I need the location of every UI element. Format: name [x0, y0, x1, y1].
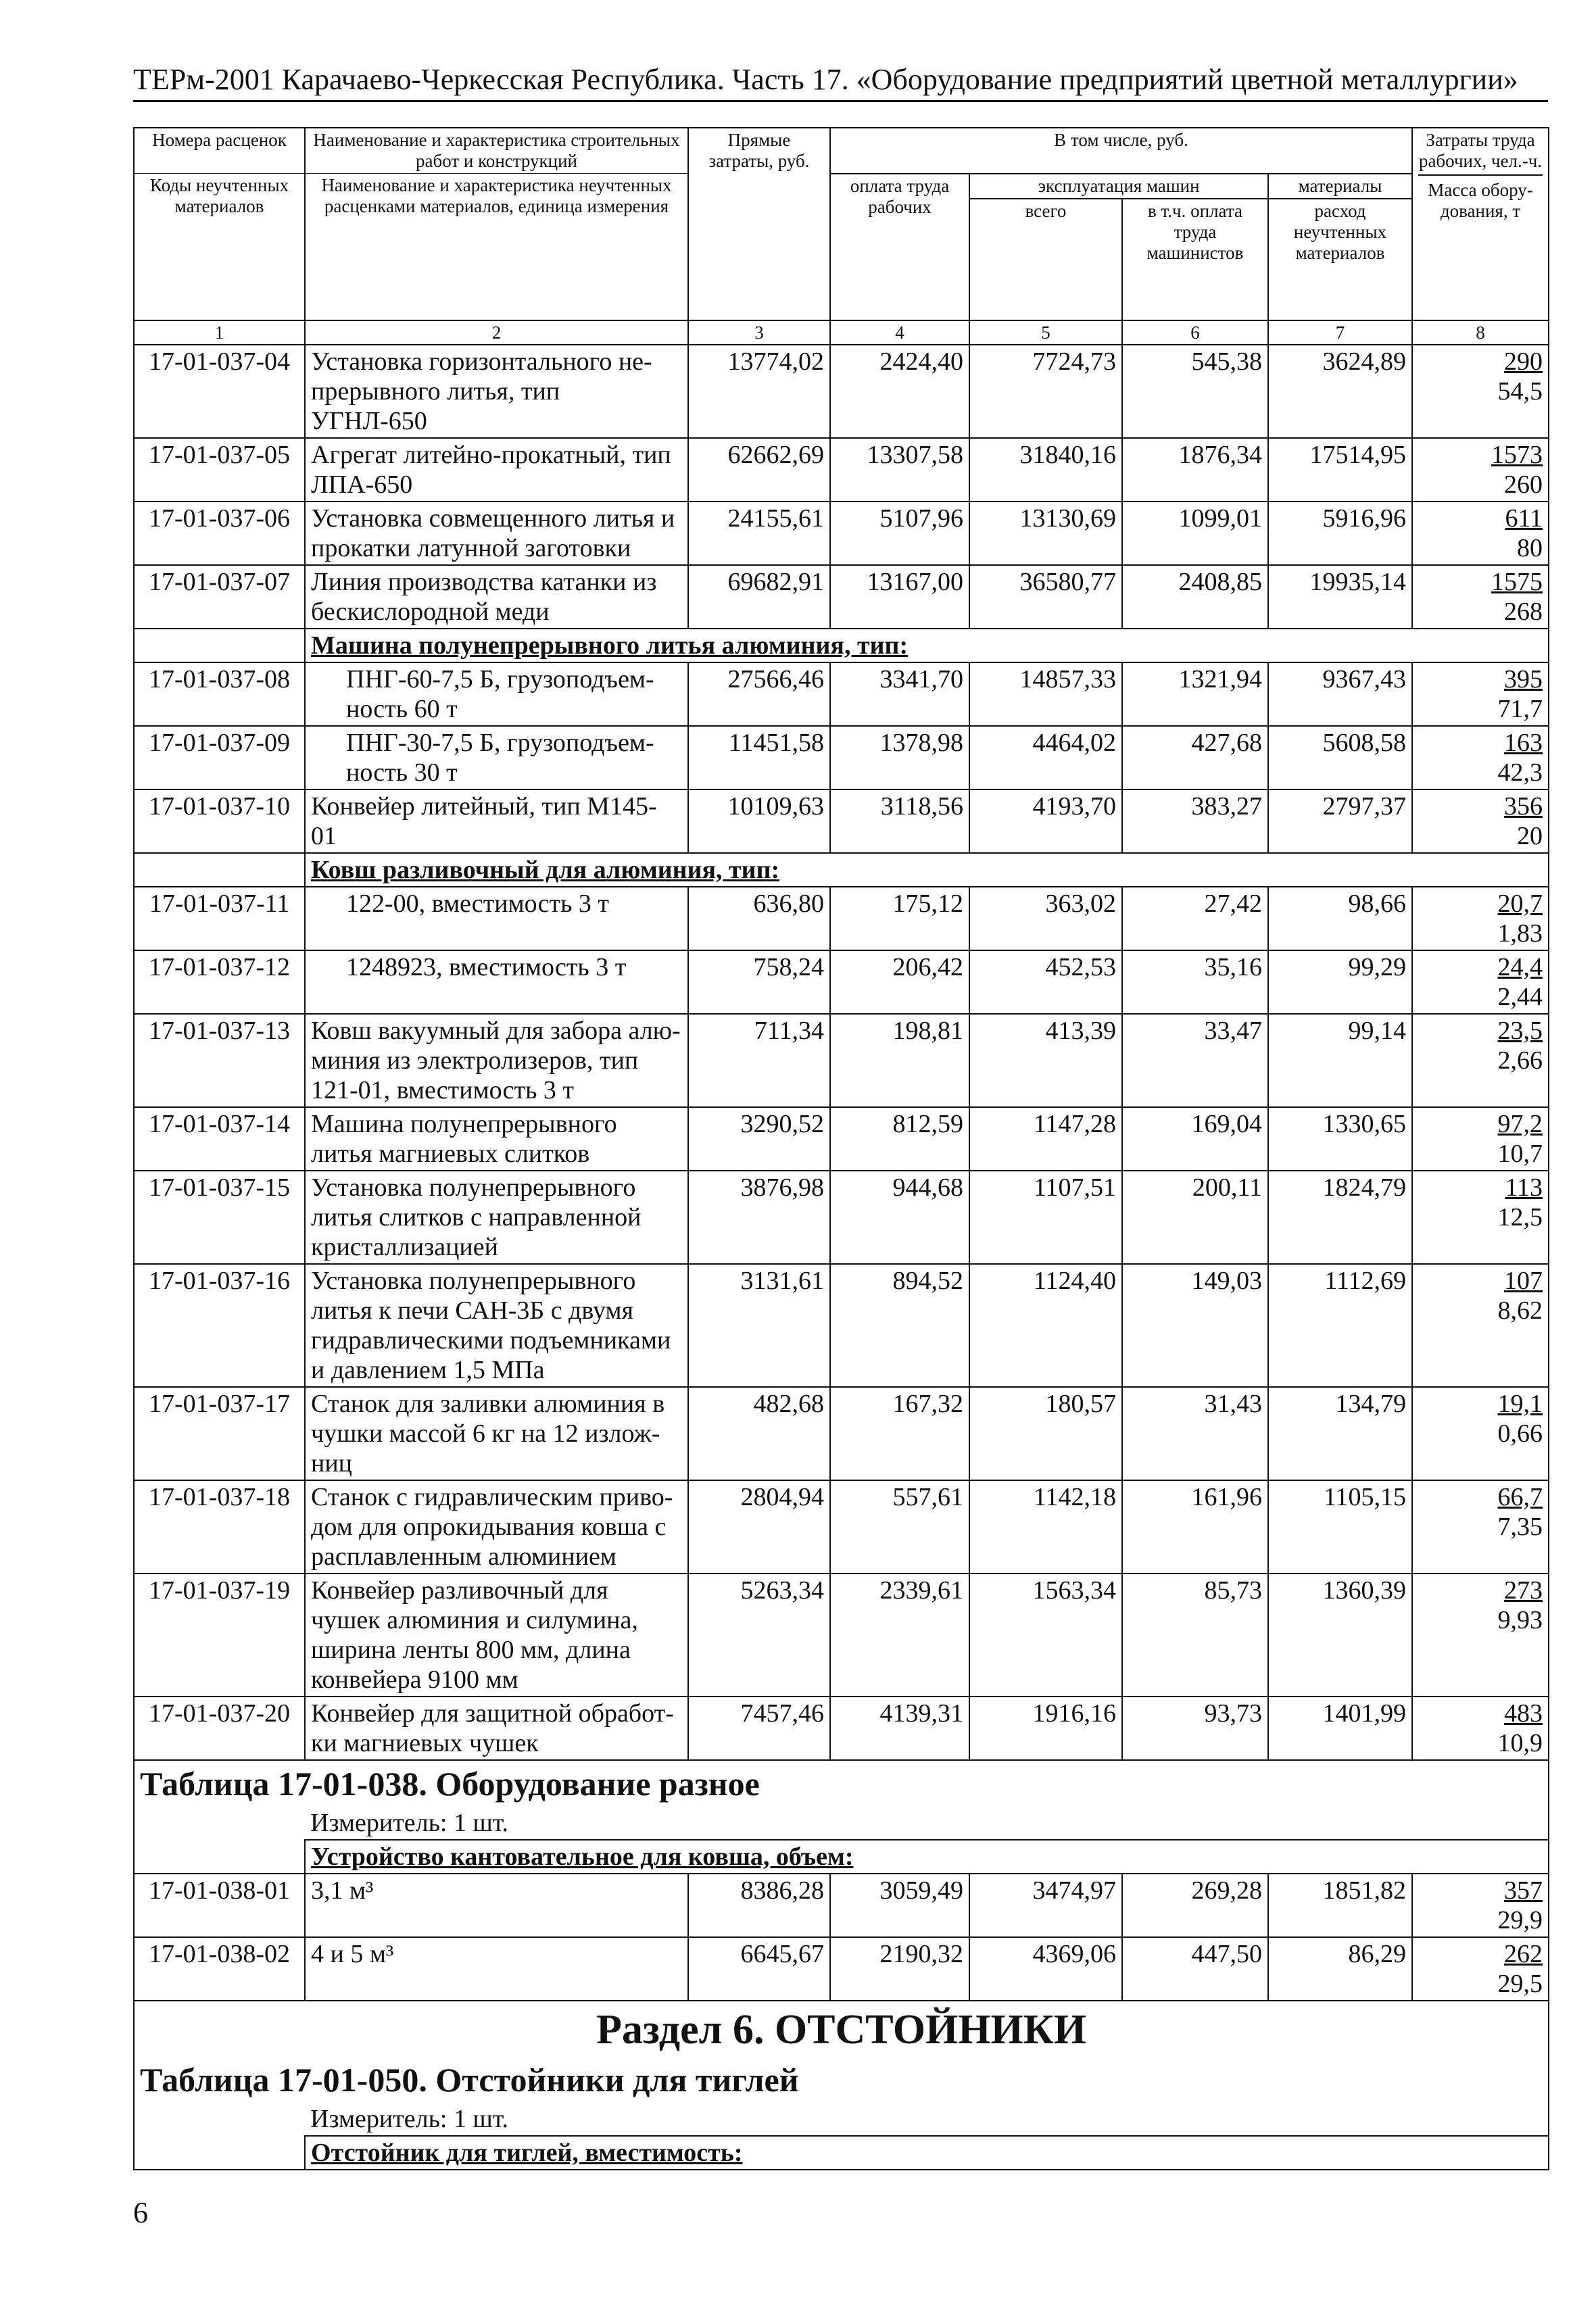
direct-costs: 3876,98 [688, 1171, 830, 1264]
rate-name: Установка горизонтального не-прерывного литья, тип УГНЛ-650 [305, 345, 688, 438]
equipment-mass: 268 [1504, 597, 1543, 626]
table038-title: Таблица 17-01-038. Оборудование разное [134, 1760, 1549, 1807]
table-row [134, 726, 1549, 789]
rate-code: 17-01-037-16 [134, 1264, 305, 1387]
direct-costs: 7457,46 [688, 1697, 830, 1760]
group-cell [305, 853, 1549, 887]
machinists-pay: 383,27 [1122, 789, 1268, 853]
labor-pay: 2424,40 [830, 345, 969, 438]
labor-and-mass [1412, 1171, 1549, 1264]
labor-pay: 3118,56 [830, 789, 969, 853]
machinists-pay: 1321,94 [1122, 662, 1268, 726]
table-row [134, 950, 1549, 1014]
labor-pay: 4139,31 [830, 1697, 969, 1760]
machinists-pay: 2408,85 [1122, 565, 1268, 629]
labor-and-mass [1412, 726, 1549, 789]
machinists-pay: 85,73 [1122, 1574, 1268, 1697]
labor-and-mass [1412, 1480, 1549, 1574]
labor-hours: 1573 [1491, 440, 1543, 469]
table050-group [305, 2136, 1549, 2170]
labor-and-mass [1412, 1014, 1549, 1107]
table-row [134, 662, 1549, 726]
machinists-pay: 27,42 [1122, 887, 1268, 950]
direct-costs: 711,34 [688, 1014, 830, 1107]
labor-and-mass [1412, 887, 1549, 950]
rate-name: Машина полунепрерывного литья магниевых слитков [305, 1107, 688, 1171]
machines-total: 1147,28 [969, 1107, 1122, 1171]
column-number: 2 [305, 320, 688, 345]
labor-hours: 356 [1504, 791, 1543, 821]
rate-code: 17-01-037-14 [134, 1107, 305, 1171]
labor-pay: 1378,98 [830, 726, 969, 789]
machines-total: 36580,77 [969, 565, 1122, 629]
labor-hours: 97,2 [1497, 1109, 1543, 1138]
column-number: 7 [1268, 320, 1412, 345]
labor-hours: 290 [1504, 347, 1543, 376]
rate-code: 17-01-037-07 [134, 565, 305, 629]
machinists-pay: 169,04 [1122, 1107, 1268, 1171]
materials-cost: 1851,82 [1268, 1874, 1412, 1937]
table-row [134, 1107, 1549, 1171]
machinists-pay: 545,38 [1122, 345, 1268, 438]
machinists-pay: 200,11 [1122, 1171, 1268, 1264]
direct-costs: 6645,67 [688, 1937, 830, 2001]
section-title-row [134, 2001, 1549, 2058]
table-tail [134, 1760, 1549, 1874]
header-labor-top: Затраты труда рабочих, чел.-ч. [1418, 130, 1543, 176]
rate-name: Линия производства катанки из бескислородной меди [305, 565, 688, 629]
equipment-mass: 9,93 [1497, 1605, 1543, 1634]
header-machinists-pay: в т.ч. оплата труда машинистов [1122, 199, 1268, 320]
machinists-pay: 149,03 [1122, 1264, 1268, 1387]
direct-costs: 10109,63 [688, 789, 830, 853]
header-name-top: Наименование и характеристика строительных работ и конструкций [305, 128, 688, 174]
machinists-pay: 427,68 [1122, 726, 1268, 789]
column-number: 1 [134, 320, 305, 345]
rate-name: Агрегат литейно-прокатный, тип ЛПА-650 [305, 438, 688, 502]
labor-pay: 812,59 [830, 1107, 969, 1171]
rate-code: 17-01-037-19 [134, 1574, 305, 1697]
labor-hours: 357 [1504, 1876, 1543, 1905]
labor-hours: 19,1 [1497, 1389, 1543, 1418]
table-row [134, 345, 1549, 438]
labor-hours: 611 [1505, 504, 1543, 533]
materials-cost: 5916,96 [1268, 502, 1412, 565]
labor-and-mass [1412, 1874, 1549, 1937]
rate-name: ПНГ-30-7,5 Б, грузоподъем-ность 30 т [305, 726, 688, 789]
labor-and-mass [1412, 565, 1549, 629]
table038-body [134, 1874, 1549, 2001]
materials-cost: 2797,37 [1268, 789, 1412, 853]
labor-and-mass [1412, 1264, 1549, 1387]
labor-hours: 1575 [1491, 567, 1543, 596]
labor-hours: 23,5 [1497, 1016, 1543, 1045]
page-number: 6 [133, 2196, 148, 2229]
machinists-pay: 161,96 [1122, 1480, 1268, 1574]
direct-costs: 13774,02 [688, 345, 830, 438]
column-number: 8 [1412, 320, 1549, 345]
labor-and-mass [1412, 950, 1549, 1014]
labor-and-mass [1412, 502, 1549, 565]
machines-total: 452,53 [969, 950, 1122, 1014]
group-label: Ковш разливочный для алюминия, тип: [311, 855, 780, 884]
equipment-mass: 8,62 [1497, 1296, 1543, 1325]
header-machines: эксплуатация машин [969, 174, 1268, 199]
machines-total: 4369,06 [969, 1937, 1122, 2001]
table038-title-row [134, 1760, 1549, 1807]
materials-cost: 134,79 [1268, 1387, 1412, 1480]
rate-name: Конвейер для защитной обработ-ки магниевых чушек [305, 1697, 688, 1760]
direct-costs: 5263,34 [688, 1574, 830, 1697]
rate-code: 17-01-037-13 [134, 1014, 305, 1107]
rate-name: 1248923, вместимость 3 т [305, 950, 688, 1014]
materials-cost: 1401,99 [1268, 1697, 1412, 1760]
price-table [133, 127, 1549, 2170]
table038-meter-row [134, 1807, 1549, 1840]
rate-code: 17-01-038-02 [134, 1937, 305, 2001]
labor-pay: 5107,96 [830, 502, 969, 565]
labor-pay: 2190,32 [830, 1937, 969, 2001]
equipment-mass: 2,66 [1497, 1046, 1543, 1075]
direct-costs: 8386,28 [688, 1874, 830, 1937]
machinists-pay: 1099,01 [1122, 502, 1268, 565]
rate-code: 17-01-037-12 [134, 950, 305, 1014]
group-row [134, 629, 1549, 662]
labor-pay: 2339,61 [830, 1574, 969, 1697]
materials-cost: 99,14 [1268, 1014, 1412, 1107]
labor-pay: 944,68 [830, 1171, 969, 1264]
machinists-pay: 93,73 [1122, 1697, 1268, 1760]
labor-and-mass [1412, 438, 1549, 502]
labor-hours: 107 [1504, 1266, 1543, 1295]
rate-name: Установка совмещенного литья и прокатки латунной заготовки [305, 502, 688, 565]
rate-code: 17-01-037-20 [134, 1697, 305, 1760]
labor-and-mass [1412, 789, 1549, 853]
table038-group-row [134, 1840, 1549, 1874]
rate-code: 17-01-038-01 [134, 1874, 305, 1937]
equipment-mass: 7,35 [1497, 1512, 1543, 1541]
labor-pay: 557,61 [830, 1480, 969, 1574]
machinists-pay: 35,16 [1122, 950, 1268, 1014]
rate-name: 3,1 м³ [305, 1874, 688, 1937]
labor-pay: 175,12 [830, 887, 969, 950]
labor-and-mass [1412, 345, 1549, 438]
rate-name: Установка полунепрерывного литья к печи САН-3Б с двумя гидравлическими подъемниками и давлением 1,5 МПа [305, 1264, 688, 1387]
table050-title: Таблица 17-01-050. Отстойники для тиглей [134, 2058, 1549, 2103]
machines-total: 1124,40 [969, 1264, 1122, 1387]
table-row [134, 1014, 1549, 1107]
equipment-mass: 12,5 [1497, 1202, 1543, 1232]
direct-costs: 62662,69 [688, 438, 830, 502]
header-labor-pay: оплата труда рабочих [830, 174, 969, 320]
equipment-mass: 29,9 [1497, 1905, 1543, 1934]
table038-group [305, 1840, 1549, 1874]
machinists-pay: 1876,34 [1122, 438, 1268, 502]
machines-total: 1563,34 [969, 1574, 1122, 1697]
labor-and-mass [1412, 1387, 1549, 1480]
labor-hours: 66,7 [1497, 1482, 1543, 1511]
column-number: 6 [1122, 320, 1268, 345]
labor-and-mass [1412, 1697, 1549, 1760]
machines-total: 180,57 [969, 1387, 1122, 1480]
table050-title-row [134, 2058, 1549, 2103]
equipment-mass: 29,5 [1497, 1969, 1543, 1998]
machinists-pay: 31,43 [1122, 1387, 1268, 1480]
group-label: Устройство кантовательное для ковша, объем: [311, 1842, 854, 1871]
materials-cost: 99,29 [1268, 950, 1412, 1014]
machines-total: 363,02 [969, 887, 1122, 950]
page-header: ТЕРм-2001 Карачаево-Черкесская Республика. Часть 17. «Оборудование предприятий цветной металлургии» [133, 62, 1548, 102]
equipment-mass: 2,44 [1497, 982, 1543, 1011]
table-row [134, 1574, 1549, 1697]
labor-hours: 24,4 [1497, 952, 1543, 981]
machines-total: 7724,73 [969, 345, 1122, 438]
group-row [134, 853, 1549, 887]
materials-cost: 86,29 [1268, 1937, 1412, 2001]
materials-cost: 19935,14 [1268, 565, 1412, 629]
machines-total: 31840,16 [969, 438, 1122, 502]
table-body [134, 320, 1549, 1760]
equipment-mass: 0,66 [1497, 1419, 1543, 1448]
equipment-mass: 10,9 [1497, 1728, 1543, 1757]
header-direct-costs: Прямые затраты, руб. [688, 128, 830, 320]
table-row [134, 1480, 1549, 1574]
labor-hours: 395 [1504, 664, 1543, 693]
table-row [134, 1264, 1549, 1387]
labor-and-mass [1412, 662, 1549, 726]
rate-code: 17-01-037-10 [134, 789, 305, 853]
materials-cost: 98,66 [1268, 887, 1412, 950]
labor-and-mass [1412, 1937, 1549, 2001]
rate-code: 17-01-037-08 [134, 662, 305, 726]
machinists-pay: 269,28 [1122, 1874, 1268, 1937]
header-materials-sub: расход неучтенных материалов [1268, 199, 1412, 320]
materials-cost: 9367,43 [1268, 662, 1412, 726]
header-labor [1412, 128, 1549, 320]
header-including: В том числе, руб. [830, 128, 1412, 174]
header-labor-bottom: Масса обору-дования, т [1428, 180, 1533, 221]
table-row [134, 1937, 1549, 2001]
materials-cost: 1824,79 [1268, 1171, 1412, 1264]
equipment-mass: 54,5 [1497, 376, 1543, 406]
table038-meter: Измеритель: 1 шт. [305, 1807, 1549, 1840]
header-name-bottom: Наименование и характеристика неучтенных расценками материалов, единица измерения [305, 174, 688, 320]
machines-total: 1916,16 [969, 1697, 1122, 1760]
rate-code: 17-01-037-04 [134, 345, 305, 438]
machinists-pay: 447,50 [1122, 1937, 1268, 2001]
machines-total: 1142,18 [969, 1480, 1122, 1574]
rate-code: 17-01-037-18 [134, 1480, 305, 1574]
labor-hours: 483 [1504, 1699, 1543, 1728]
table050-meter-row [134, 2103, 1549, 2136]
direct-costs: 3131,61 [688, 1264, 830, 1387]
labor-pay: 167,32 [830, 1387, 969, 1480]
column-number: 3 [688, 320, 830, 345]
rate-name: Конвейер литейный, тип М145-01 [305, 789, 688, 853]
labor-pay: 13167,00 [830, 565, 969, 629]
materials-cost: 1360,39 [1268, 1574, 1412, 1697]
rate-name: Станок с гидравлическим приво-дом для опрокидывания ковша с расплавленным алюминием [305, 1480, 688, 1574]
labor-pay: 894,52 [830, 1264, 969, 1387]
rate-code: 17-01-037-09 [134, 726, 305, 789]
direct-costs: 482,68 [688, 1387, 830, 1480]
direct-costs: 2804,94 [688, 1480, 830, 1574]
table-row [134, 789, 1549, 853]
labor-pay: 198,81 [830, 1014, 969, 1107]
rate-code: 17-01-037-15 [134, 1171, 305, 1264]
rate-name: Конвейер разливочный для чушек алюминия и силумина, ширина ленты 800 мм, длина конвейера 9100 мм [305, 1574, 688, 1697]
materials-cost: 1330,65 [1268, 1107, 1412, 1171]
column-numbers-row [134, 320, 1549, 345]
labor-hours: 20,7 [1497, 889, 1543, 918]
rate-name: Ковш вакуумный для забора алю-миния из электролизеров, тип 121-01, вместимость 3 т [305, 1014, 688, 1107]
rate-code: 17-01-037-05 [134, 438, 305, 502]
machinists-pay: 33,47 [1122, 1014, 1268, 1107]
group-cell [305, 629, 1549, 662]
rate-name: 122-00, вместимость 3 т [305, 887, 688, 950]
table-row [134, 1697, 1549, 1760]
rate-code: 17-01-037-17 [134, 1387, 305, 1480]
materials-cost: 17514,95 [1268, 438, 1412, 502]
equipment-mass: 42,3 [1497, 758, 1543, 787]
equipment-mass: 20 [1517, 821, 1543, 850]
rate-name: 4 и 5 м³ [305, 1937, 688, 2001]
direct-costs: 69682,91 [688, 565, 830, 629]
materials-cost: 1112,69 [1268, 1264, 1412, 1387]
equipment-mass: 260 [1504, 470, 1543, 499]
group-label: Машина полунепрерывного литья алюминия, тип: [311, 631, 909, 660]
rate-name: Установка полунепрерывного литья слитков с направленной кристаллизацией [305, 1171, 688, 1264]
materials-cost: 5608,58 [1268, 726, 1412, 789]
equipment-mass: 10,7 [1497, 1139, 1543, 1168]
equipment-mass: 71,7 [1497, 694, 1543, 723]
labor-pay: 3059,49 [830, 1874, 969, 1937]
group-code-cell [134, 853, 305, 887]
section-tail [134, 2001, 1549, 2170]
header-codes-top: Номера расценок [134, 128, 305, 174]
materials-cost: 1105,15 [1268, 1480, 1412, 1574]
table-row [134, 887, 1549, 950]
section-title: Раздел 6. ОТСТОЙНИКИ [134, 2001, 1549, 2058]
labor-pay: 206,42 [830, 950, 969, 1014]
labor-and-mass [1412, 1574, 1549, 1697]
equipment-mass: 80 [1517, 533, 1543, 562]
table-row [134, 1874, 1549, 1937]
machines-total: 14857,33 [969, 662, 1122, 726]
table050-meter: Измеритель: 1 шт. [305, 2103, 1549, 2136]
direct-costs: 636,80 [688, 887, 830, 950]
machines-total: 4193,70 [969, 789, 1122, 853]
machines-total: 13130,69 [969, 502, 1122, 565]
rate-name: ПНГ-60-7,5 Б, грузоподъем-ность 60 т [305, 662, 688, 726]
labor-pay: 3341,70 [830, 662, 969, 726]
materials-cost: 3624,89 [1268, 345, 1412, 438]
table-row [134, 1387, 1549, 1480]
table-row [134, 565, 1549, 629]
group-label: Отстойник для тиглей, вместимость: [311, 2138, 743, 2167]
labor-pay: 13307,58 [830, 438, 969, 502]
group-code-cell [134, 629, 305, 662]
machines-total: 3474,97 [969, 1874, 1122, 1937]
header-materials: материалы [1268, 174, 1412, 199]
rate-name: Станок для заливки алюминия в чушки массой 6 кг на 12 излож-ниц [305, 1387, 688, 1480]
labor-hours: 113 [1505, 1173, 1543, 1202]
machines-total: 413,39 [969, 1014, 1122, 1107]
labor-hours: 273 [1504, 1576, 1543, 1605]
direct-costs: 24155,61 [688, 502, 830, 565]
direct-costs: 758,24 [688, 950, 830, 1014]
header-machines-total: всего [969, 199, 1122, 320]
labor-hours: 262 [1504, 1939, 1543, 1968]
direct-costs: 11451,58 [688, 726, 830, 789]
machines-total: 1107,51 [969, 1171, 1122, 1264]
table-row [134, 438, 1549, 502]
direct-costs: 3290,52 [688, 1107, 830, 1171]
table-row [134, 1171, 1549, 1264]
table-row [134, 502, 1549, 565]
header-codes-bottom: Коды неучтенных материалов [134, 174, 305, 320]
table050-group-row [134, 2136, 1549, 2170]
rate-code: 17-01-037-06 [134, 502, 305, 565]
rate-code: 17-01-037-11 [134, 887, 305, 950]
machines-total: 4464,02 [969, 726, 1122, 789]
column-number: 4 [830, 320, 969, 345]
direct-costs: 27566,46 [688, 662, 830, 726]
equipment-mass: 1,83 [1497, 919, 1543, 948]
labor-hours: 163 [1504, 728, 1543, 757]
labor-and-mass [1412, 1107, 1549, 1171]
column-number: 5 [969, 320, 1122, 345]
